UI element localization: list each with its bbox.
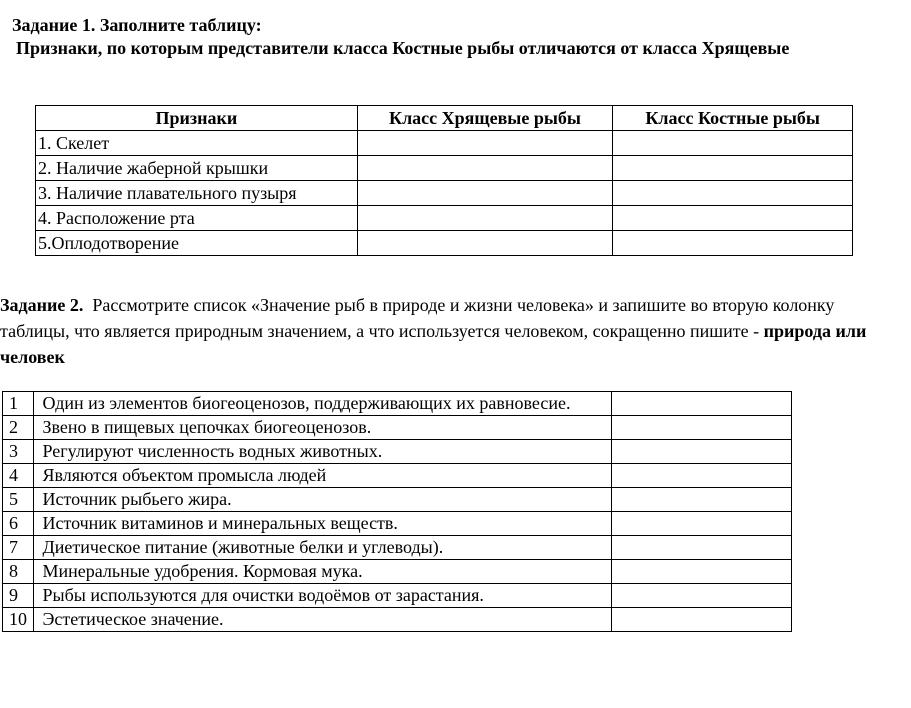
row-text: Являются объектом промысла людей: [34, 464, 612, 488]
task1-table: [35, 105, 853, 256]
row-text: Звено в пищевых цепочках биогеоценозов.: [34, 416, 612, 440]
answer-cell-cartilaginous[interactable]: [357, 131, 613, 156]
row-number: 1: [3, 392, 34, 416]
answer-cell-bony[interactable]: [613, 231, 853, 256]
answer-cell[interactable]: [612, 392, 792, 416]
row-text: Источник витаминов и минеральных веществ.: [34, 512, 612, 536]
answer-cell-bony[interactable]: [613, 156, 853, 181]
answer-cell[interactable]: [612, 536, 792, 560]
row-number: 6: [3, 512, 34, 536]
row-text: Минеральные удобрения. Кормовая мука.: [34, 560, 612, 584]
table-row: [3, 560, 792, 584]
row-text: Регулируют численность водных животных.: [34, 440, 612, 464]
row-number: 4: [3, 464, 34, 488]
task2-label: Задание 2.: [0, 295, 84, 315]
answer-cell-bony[interactable]: [613, 131, 853, 156]
answer-cell[interactable]: [612, 464, 792, 488]
table-row: [3, 584, 792, 608]
answer-cell-cartilaginous[interactable]: [357, 206, 613, 231]
row-text: Диетическое питание (животные белки и углеводы).: [34, 536, 612, 560]
row-number: 8: [3, 560, 34, 584]
answer-cell-bony[interactable]: [613, 181, 853, 206]
table-row: [3, 416, 792, 440]
row-number: 2: [3, 416, 34, 440]
header-cartilaginous: Класс Хрящевые рыбы: [357, 106, 613, 131]
row-number: 9: [3, 584, 34, 608]
task1-subtitle: Признаки, по которым представители класса Костные рыбы отличаются от класса Хрящевые: [16, 38, 790, 58]
answer-cell[interactable]: [612, 512, 792, 536]
task2-table: [2, 391, 792, 632]
header-bony: Класс Костные рыбы: [613, 106, 853, 131]
header-features: Признаки: [36, 106, 358, 131]
table-row: [36, 181, 853, 206]
table-row: [36, 206, 853, 231]
document: [12, 14, 902, 60]
task2-text: Рассмотрите список «Значение рыб в природе и жизни человека» и запишите во вторую колонку таблицы, что является природным значением, а что используется человеком, сокращенно пишите -: [0, 295, 835, 341]
table-row: [3, 488, 792, 512]
table-row: [3, 536, 792, 560]
table-row: [3, 392, 792, 416]
answer-cell[interactable]: [612, 488, 792, 512]
row-number: 7: [3, 536, 34, 560]
table-row: [36, 131, 853, 156]
table-row: [3, 440, 792, 464]
feature-cell: 1. Скелет: [36, 131, 358, 156]
feature-cell: 5.Оплодотворение: [36, 231, 358, 256]
row-text: Эстетическое значение.: [34, 608, 612, 632]
row-number: 5: [3, 488, 34, 512]
task2-instructions: [0, 292, 888, 370]
feature-cell: 4. Расположение рта: [36, 206, 358, 231]
task1-table-header-row: [36, 106, 853, 131]
answer-cell[interactable]: [612, 584, 792, 608]
task1-title: Задание 1. Заполните таблицу:: [12, 15, 262, 35]
answer-cell[interactable]: [612, 416, 792, 440]
answer-cell-cartilaginous[interactable]: [357, 181, 613, 206]
row-number: 3: [3, 440, 34, 464]
answer-cell[interactable]: [612, 440, 792, 464]
table-row: [3, 608, 792, 632]
row-text: Рыбы используются для очистки водоёмов от зарастания.: [34, 584, 612, 608]
table-row: [3, 464, 792, 488]
answer-cell-bony[interactable]: [613, 206, 853, 231]
row-text: Источник рыбьего жира.: [34, 488, 612, 512]
answer-cell-cartilaginous[interactable]: [357, 231, 613, 256]
answer-cell[interactable]: [612, 608, 792, 632]
table-row: [36, 231, 853, 256]
feature-cell: 3. Наличие плавательного пузыря: [36, 181, 358, 206]
table-row: [36, 156, 853, 181]
row-number: 10: [3, 608, 34, 632]
table-row: [3, 512, 792, 536]
answer-cell-cartilaginous[interactable]: [357, 156, 613, 181]
answer-cell[interactable]: [612, 560, 792, 584]
row-text: Один из элементов биогеоценозов, поддерживающих их равновесие.: [34, 392, 612, 416]
task2-bold-tail: природа или человек: [0, 321, 867, 367]
feature-cell: 2. Наличие жаберной крышки: [36, 156, 358, 181]
